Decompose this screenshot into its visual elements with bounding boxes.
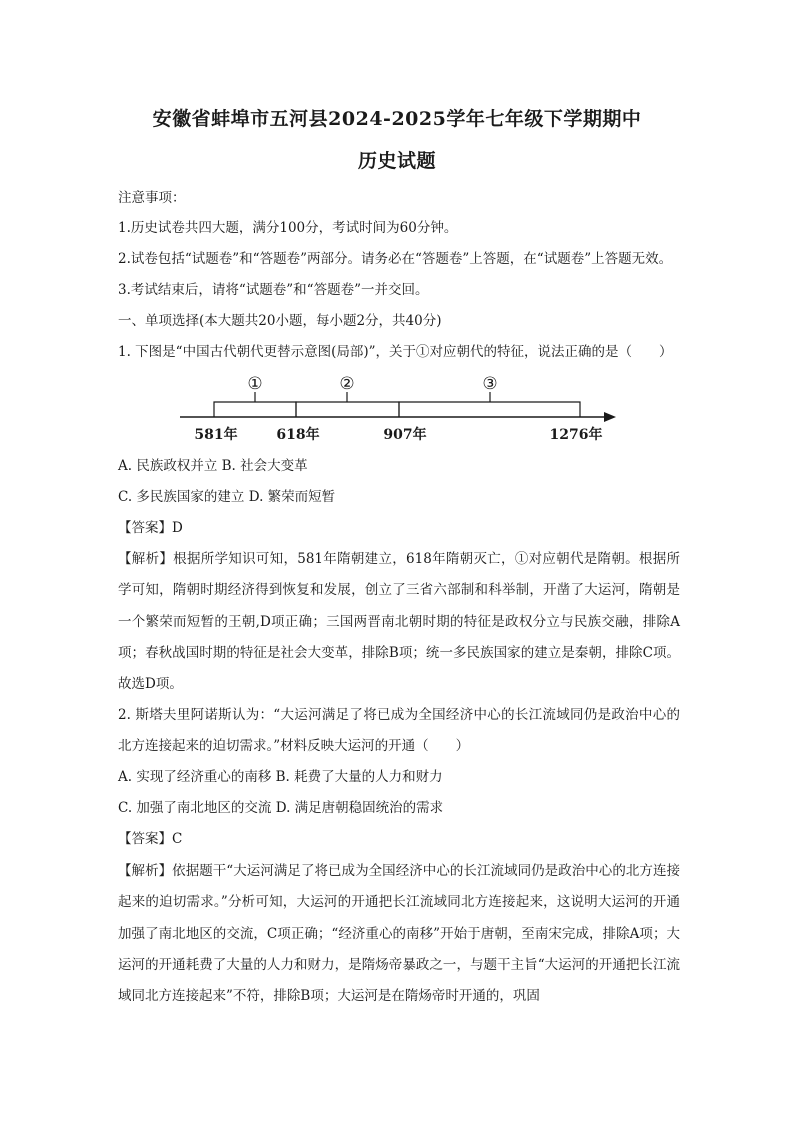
- q2-options-ab: A. 实现了经济重心的南移 B. 耗费了大量的人力和财力: [118, 769, 443, 785]
- timeline-arrow-icon: [604, 412, 616, 422]
- q1-analysis: 【解析】根据所学知识可知，581年隋朝建立，618年隋朝灭亡，①对应朝代是隋朝。根据所学可知，隋朝时期经济得到恢复和发展，创立了三省六部制和科举制，开凿了大运河，隋朝是一个繁荣而短暂的王朝,D项正确；三国两晋南北朝时期的特征是政权分立与民族交融，排除A项；春秋战国时期的特征是社会大变革，排除B项；统一多民族国家的建立是秦朝，排除C项。故选D项。: [118, 551, 680, 693]
- marker-label-3: ③: [482, 374, 498, 394]
- dynasty-timeline: [178, 372, 618, 450]
- notice-item-3: 3.考试结束后，请将“试题卷”和“答题卷”一并交回。: [118, 282, 429, 298]
- notice-item-1: 1.历史试卷共四大题，满分100分，考试时间为60分钟。: [118, 220, 458, 236]
- q1-answer: 【答案】D: [118, 520, 183, 536]
- period-bracket-3: [399, 402, 580, 417]
- year-label-2: 618年: [276, 427, 320, 443]
- timeline-diagram: [178, 372, 618, 450]
- notice-item-2: 2.试卷包括“试题卷”和“答题卷”两部分。请务必在“答题卷”上答题，在“试题卷”上答题无效。: [118, 251, 673, 267]
- q1-stem: 1. 下图是“中国古代朝代更替示意图(局部)”，关于①对应朝代的特征，说法正确的是（ ）: [118, 344, 673, 360]
- page-subtitle: 历史试题: [357, 150, 436, 172]
- notice-heading: 注意事项：: [118, 190, 186, 206]
- marker-label-2: ②: [339, 374, 355, 394]
- section-heading: 一、单项选择(本大题共20小题，每小题2分，共40分): [118, 313, 442, 329]
- period-bracket-1: [214, 402, 296, 417]
- year-label-1: 581年: [194, 427, 238, 443]
- q2-analysis: 【解析】依据题干“大运河满足了将已成为全国经济中心的长江流域同仍是政治中心的北方连接起来的迫切需求。”分析可知，大运河的开通把长江流域同北方连接起来，这说明大运河的开通加强了南北地区的交流，C项正确；“经济重心的南移”开始于唐朝，至南宋完成，排除A项；大运河的开通耗费了大量的人力和财力，是隋炀帝暴政之一，与题干主旨“大运河的开通把长江流域同北方连接起来”不符，排除B项；大运河是在隋炀帝时开通的，巩固: [118, 863, 680, 1005]
- marker-label-1: ①: [247, 374, 263, 394]
- q1-options-cd: C. 多民族国家的建立 D. 繁荣而短暂: [118, 489, 336, 505]
- q2-options-cd: C. 加强了南北地区的交流 D. 满足唐朝稳固统治的需求: [118, 800, 444, 816]
- year-label-3: 907年: [383, 427, 427, 443]
- year-label-4: 1276年: [549, 427, 603, 443]
- q2-answer: 【答案】C: [118, 831, 183, 847]
- q1-options-ab: A. 民族政权并立 B. 社会大变革: [118, 458, 308, 474]
- page-title: 安徽省蚌埠市五河县2024-2025学年七年级下学期期中: [152, 108, 642, 130]
- q2-stem: 2. 斯塔夫里阿诺斯认为：“大运河满足了将已成为全国经济中心的长江流域同仍是政治中心的北方连接起来的迫切需求。”材料反映大运河的开通（ ）: [118, 707, 680, 755]
- period-bracket-2: [296, 402, 399, 417]
